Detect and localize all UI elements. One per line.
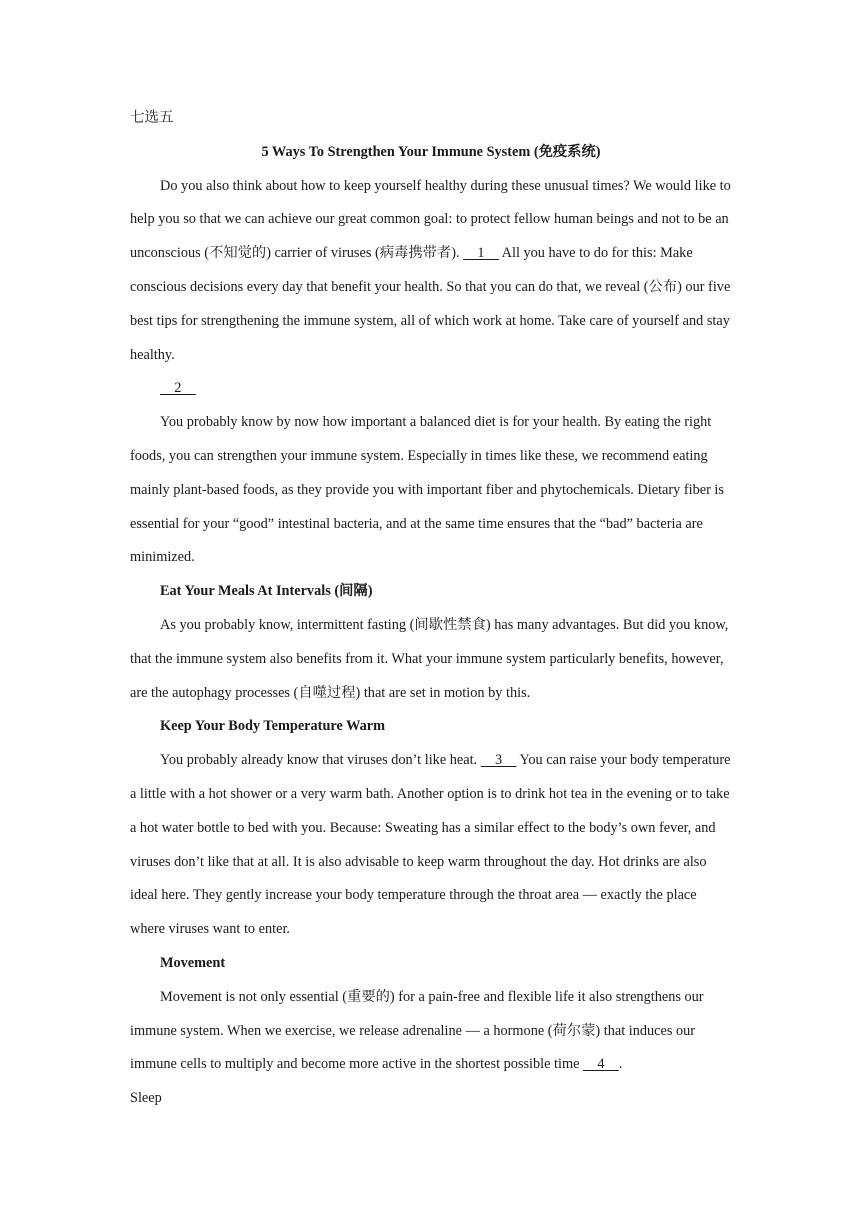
intro-text-part2: All you have to do for this: Make conscious decisions every day that benefit your health. So that you can do that, we reveal (公布) our five best tips for strengthening the immune system, all of which work at home. Take care of yourself and stay healthy. [130, 245, 731, 363]
movement-paragraph [130, 981, 732, 1082]
temperature-heading: Keep Your Body Temperature Warm [160, 718, 386, 735]
temperature-paragraph [130, 744, 732, 947]
document-page [130, 102, 732, 1116]
blank-4: 4 [583, 1056, 619, 1073]
movement-text: Movement is not only essential (重要的) for a pain-free and flexible life it also strengthens our immune system. When we exercise, we release adrenaline — a hormone (荷尔蒙) that induces our immune cells to multiply and become more active in the shortest possible time [130, 988, 704, 1073]
movement-period: . [618, 1056, 623, 1073]
section-label: 七选五 [130, 110, 174, 126]
blank-1: 1 [463, 245, 499, 262]
blank-3: 3 [480, 752, 517, 769]
blank-2-line [130, 372, 732, 406]
sleep-heading: Sleep [130, 1090, 162, 1107]
meals-heading: Eat Your Meals At Intervals (间隔) [160, 583, 373, 600]
temperature-text-part1: You probably already know that viruses don’t like heat. [160, 752, 478, 769]
blank-2: 2 [160, 380, 196, 397]
temperature-text-part2: You can raise your body temperature a little with a hot shower or a very warm bath. Another option is to drink hot tea in the evening or to take a hot water bottle to bed with you. Because: Sweating has a similar effect to the body’s own fever, and viruses don’t like that at all. It is also advisable to keep warm throughout the day. Hot drinks are also ideal here. They gently increase your body temperature through the throat area — exactly the place where viruses want to enter. [130, 752, 731, 938]
passage-title: 5 Ways To Strengthen Your Immune System (免疫系统) [261, 143, 601, 160]
movement-heading: Movement [160, 954, 226, 971]
intro-text-part1: Do you also think about how to keep yourself healthy during these unusual times? We would like to help you so that we can achieve our great common goal: to protect fellow human beings and not to be an unconscious (不知觉的) carrier of viruses (病毒携带者). [130, 177, 731, 262]
diet-paragraph: You probably know by now how important a balanced diet is for your health. By eating the right foods, you can strengthen your immune system. Especially in times like these, we recommend eating mainly plant-based foods, as they provide you with important fiber and phytochemicals. Dietary fiber is essential for your “good” intestinal bacteria, and at the same time ensures that the “bad” bacteria are minimized. [130, 414, 724, 566]
intro-paragraph [130, 170, 732, 373]
meals-paragraph: As you probably know, intermittent fasting (间歇性禁食) has many advantages. But did you know, that the immune system also benefits from it. What your immune system particularly benefits, however, are the autophagy processes (自噬过程) that are set in motion by this. [130, 616, 729, 701]
